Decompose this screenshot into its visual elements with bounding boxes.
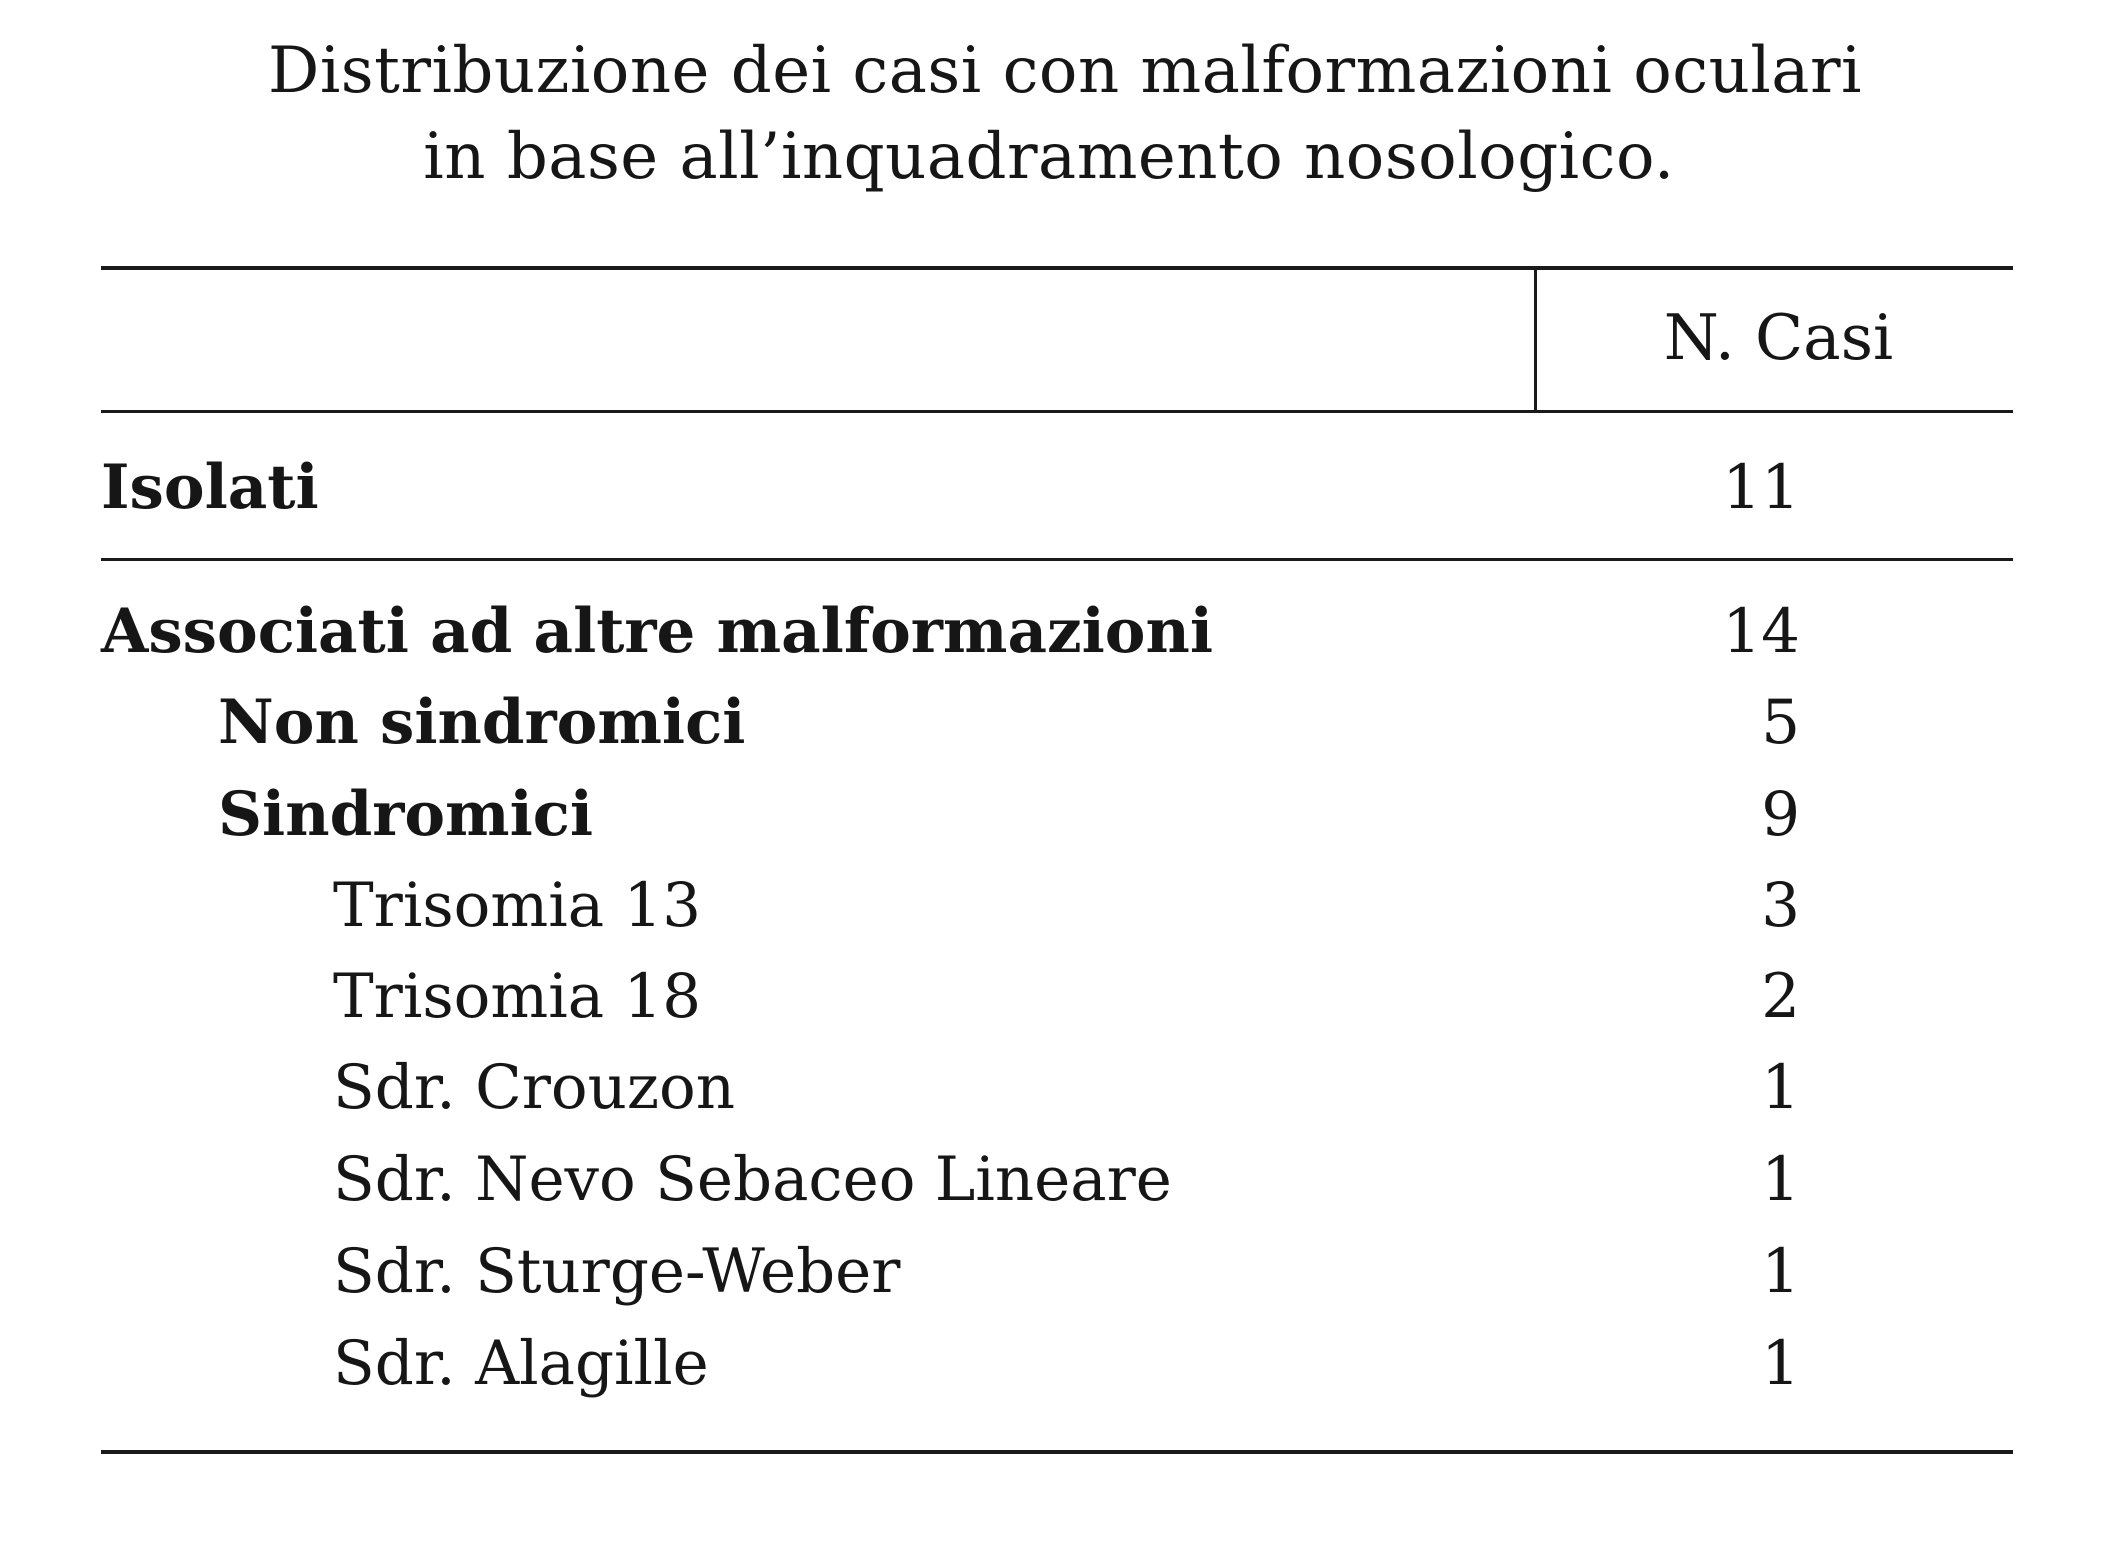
- row-value: 1: [1761, 1328, 1800, 1399]
- table-bottom-rule: [101, 1450, 2013, 1454]
- row-label: Sdr. Crouzon: [333, 1052, 736, 1123]
- row-value: 14: [1722, 596, 1800, 667]
- row-label: Sindromici: [218, 779, 594, 850]
- row-value: 1: [1761, 1144, 1800, 1215]
- table-top-rule: [101, 266, 2013, 270]
- row-value: 1: [1761, 1236, 1800, 1307]
- table-row: [0, 587, 2110, 677]
- row-value: 11: [1722, 452, 1800, 523]
- table-row: [0, 861, 2110, 951]
- table-row: [0, 1135, 2110, 1225]
- row-value: 3: [1761, 870, 1800, 941]
- row-value: 9: [1761, 779, 1800, 850]
- row-label: Sdr. Nevo Sebaceo Lineare: [333, 1144, 1172, 1215]
- table-row: [0, 443, 2110, 533]
- caption-line-1: Distribuzione dei casi con malformazioni oculari: [268, 34, 1862, 108]
- caption-line-2: in base all’inquadramento nosologico.: [423, 120, 1675, 194]
- row-label: Sdr. Sturge-Weber: [333, 1236, 901, 1307]
- header-bottom-rule: [101, 410, 2013, 413]
- section-rule: [101, 558, 2013, 561]
- table-row: [0, 952, 2110, 1042]
- table-row: [0, 770, 2110, 860]
- row-value: 2: [1761, 961, 1800, 1032]
- table-row: [0, 1227, 2110, 1317]
- table-caption: [0, 28, 2110, 200]
- row-label: Isolati: [101, 452, 319, 523]
- row-value: 5: [1761, 687, 1800, 758]
- row-label: Trisomia 13: [333, 870, 702, 941]
- row-label: Non sindromici: [218, 687, 746, 758]
- row-label: Sdr. Alagille: [333, 1328, 709, 1399]
- row-label: Associati ad altre malformazioni: [101, 596, 1213, 667]
- row-label: Trisomia 18: [333, 961, 702, 1032]
- column-header-n-casi: N. Casi: [1663, 301, 1894, 374]
- table-row: [0, 1319, 2110, 1409]
- row-value: 1: [1761, 1052, 1800, 1123]
- table-row: [0, 678, 2110, 768]
- table-row: [0, 1043, 2110, 1133]
